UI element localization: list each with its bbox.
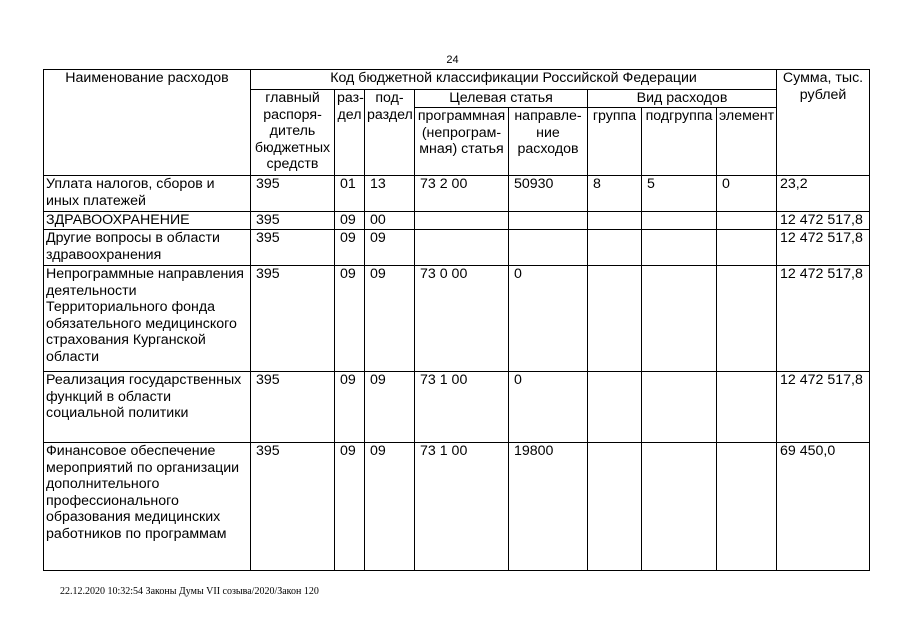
row-subsection: 09 — [365, 266, 415, 372]
row-direction: 19800 — [509, 443, 588, 571]
row-subgroup — [642, 443, 717, 571]
row-name: Финансовое обеспечение мероприятий по организации дополнительного профессионального образования медицинских работников по программам — [44, 443, 251, 571]
header-expense-type: Вид расходов — [588, 90, 777, 108]
row-name: Непрограммные направления деятельности Территориального фонда обязательного медицинского страхования Курганской области — [44, 266, 251, 372]
row-section: 09 — [335, 266, 365, 372]
row-section: 09 — [335, 443, 365, 571]
row-direction — [509, 212, 588, 230]
header-subgroup: подгруппа — [642, 108, 717, 176]
row-direction: 0 — [509, 372, 588, 443]
row-direction: 50930 — [509, 176, 588, 212]
row-group — [588, 372, 642, 443]
row-subgroup — [642, 372, 717, 443]
row-program: 73 1 00 — [415, 443, 509, 571]
row-subsection: 00 — [365, 212, 415, 230]
header-code-group: Код бюджетной классификации Российской Федерации — [251, 70, 777, 90]
row-element: 0 — [717, 176, 777, 212]
header-expense-direction: направле-ние расходов — [509, 108, 588, 176]
row-section: 01 — [335, 176, 365, 212]
table-row — [44, 230, 870, 266]
table-row — [44, 372, 870, 443]
header-program-article: программная (непрограм-мная) статья — [415, 108, 509, 176]
row-subgroup — [642, 230, 717, 266]
row-sum: 69 450,0 — [777, 443, 870, 571]
row-subgroup — [642, 212, 717, 230]
header-section: раз-дел — [335, 90, 365, 176]
row-subgroup — [642, 266, 717, 372]
row-subsection: 09 — [365, 443, 415, 571]
row-sum: 23,2 — [777, 176, 870, 212]
row-element — [717, 212, 777, 230]
row-section: 09 — [335, 230, 365, 266]
row-name: ЗДРАВООХРАНЕНИЕ — [44, 212, 251, 230]
row-element — [717, 266, 777, 372]
row-subsection: 13 — [365, 176, 415, 212]
row-chief: 395 — [251, 372, 335, 443]
header-chief-manager: главный распоря-дитель бюджетных средств — [251, 90, 335, 176]
row-element — [717, 372, 777, 443]
row-name: Другие вопросы в области здравоохранения — [44, 230, 251, 266]
row-chief: 395 — [251, 230, 335, 266]
row-sum: 12 472 517,8 — [777, 266, 870, 372]
row-sum: 12 472 517,8 — [777, 372, 870, 443]
page-number: 24 — [446, 54, 459, 66]
row-direction: 0 — [509, 266, 588, 372]
row-direction — [509, 230, 588, 266]
header-element: элемент — [717, 108, 777, 176]
row-name: Реализация государственных функций в области социальной политики — [44, 372, 251, 443]
row-name: Уплата налогов, сборов и иных платежей — [44, 176, 251, 212]
header-group: группа — [588, 108, 642, 176]
table-row — [44, 443, 870, 571]
row-subsection: 09 — [365, 372, 415, 443]
row-chief: 395 — [251, 176, 335, 212]
budget-table — [43, 69, 870, 571]
row-element — [717, 443, 777, 571]
row-group — [588, 266, 642, 372]
header-name: Наименование расходов — [44, 70, 251, 176]
row-subgroup: 5 — [642, 176, 717, 212]
table-row — [44, 176, 870, 212]
row-subsection: 09 — [365, 230, 415, 266]
row-group — [588, 212, 642, 230]
row-section: 09 — [335, 212, 365, 230]
header-sum: Сумма, тыс. рублей — [777, 70, 870, 176]
header-target-article: Целевая статья — [415, 90, 588, 108]
row-chief: 395 — [251, 443, 335, 571]
table-row — [44, 266, 870, 372]
row-program: 73 0 00 — [415, 266, 509, 372]
row-group — [588, 443, 642, 571]
row-element — [717, 230, 777, 266]
row-chief: 395 — [251, 266, 335, 372]
row-group: 8 — [588, 176, 642, 212]
header-subsection: под-раздел — [365, 90, 415, 176]
document-footer: 22.12.2020 10:32:54 Законы Думы VII созыва/2020/Закон 120 — [60, 586, 319, 597]
row-sum: 12 472 517,8 — [777, 230, 870, 266]
row-program — [415, 230, 509, 266]
table-row — [44, 212, 870, 230]
row-group — [588, 230, 642, 266]
row-section: 09 — [335, 372, 365, 443]
row-program: 73 2 00 — [415, 176, 509, 212]
row-chief: 395 — [251, 212, 335, 230]
row-sum: 12 472 517,8 — [777, 212, 870, 230]
row-program — [415, 212, 509, 230]
row-program: 73 1 00 — [415, 372, 509, 443]
